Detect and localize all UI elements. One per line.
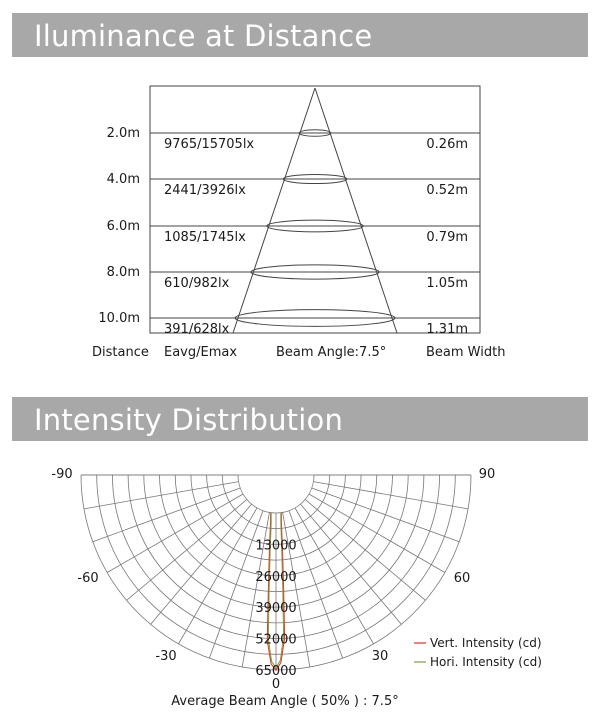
- polar-grid-spoke: [84, 482, 239, 509]
- illuminance-section-banner: Iluminance at Distance: [12, 13, 588, 57]
- polar-grid-spoke: [313, 482, 468, 509]
- polar-grid-spoke: [300, 504, 401, 624]
- polar-grid-spoke: [305, 499, 425, 600]
- illuminance-value: 391/628lx: [164, 322, 230, 337]
- polar-grid-spoke: [127, 499, 247, 600]
- angle-tick-label: -90: [51, 467, 73, 482]
- beam-angle-annotation: Average Beam Angle ( 50% ) : 7.5°: [171, 694, 399, 709]
- beam-width-value: 0.26m: [426, 137, 468, 152]
- distance-label: 4.0m: [106, 172, 140, 187]
- angle-tick-label: 0: [271, 677, 281, 692]
- angle-tick-label: 30: [371, 649, 389, 664]
- illuminance-value: 9765/15705lx: [164, 137, 255, 152]
- distance-label: 6.0m: [106, 219, 140, 234]
- beam-width-value: 1.31m: [426, 322, 468, 337]
- radial-tick-label: 39000: [255, 601, 297, 617]
- polar-grid-spoke: [93, 488, 241, 542]
- column-header: Beam Width: [426, 345, 506, 360]
- radial-tick-label: 65000: [255, 664, 297, 679]
- legend-label: Vert. Intensity (cd): [430, 636, 542, 650]
- radial-tick-label: 13000: [255, 538, 297, 554]
- radial-tick-label: 26000: [255, 569, 297, 585]
- column-header: Distance: [92, 345, 149, 360]
- beam-width-value: 1.05m: [426, 276, 468, 291]
- intensity-section-banner: Intensity Distribution: [12, 397, 588, 441]
- polar-grid-spoke: [312, 488, 460, 542]
- distance-label: 10.0m: [98, 311, 140, 326]
- illuminance-value: 1085/1745lx: [164, 230, 246, 245]
- distance-label: 2.0m: [106, 126, 140, 141]
- polar-grid-spoke: [151, 504, 252, 624]
- beam-cone-edge-left: [233, 88, 315, 333]
- beam-cone-edge-right: [315, 88, 397, 333]
- column-header: Eavg/Emax: [164, 345, 238, 360]
- radial-tick-label: 52000: [255, 632, 297, 648]
- legend-label: Hori. Intensity (cd): [430, 655, 542, 669]
- beam-width-value: 0.52m: [426, 183, 468, 198]
- angle-tick-label: 60: [453, 571, 471, 586]
- column-header: Beam Angle:7.5°: [276, 345, 387, 360]
- distance-label: 8.0m: [106, 265, 140, 280]
- illuminance-frame: [150, 86, 480, 333]
- polar-grid-spoke: [289, 511, 343, 659]
- beam-width-value: 0.79m: [426, 230, 468, 245]
- angle-tick-label: 90: [478, 467, 496, 482]
- angle-tick-label: -60: [77, 571, 99, 586]
- angle-tick-label: -30: [155, 649, 177, 664]
- illuminance-value: 2441/3926lx: [164, 183, 246, 198]
- illuminance-value: 610/982lx: [164, 276, 230, 291]
